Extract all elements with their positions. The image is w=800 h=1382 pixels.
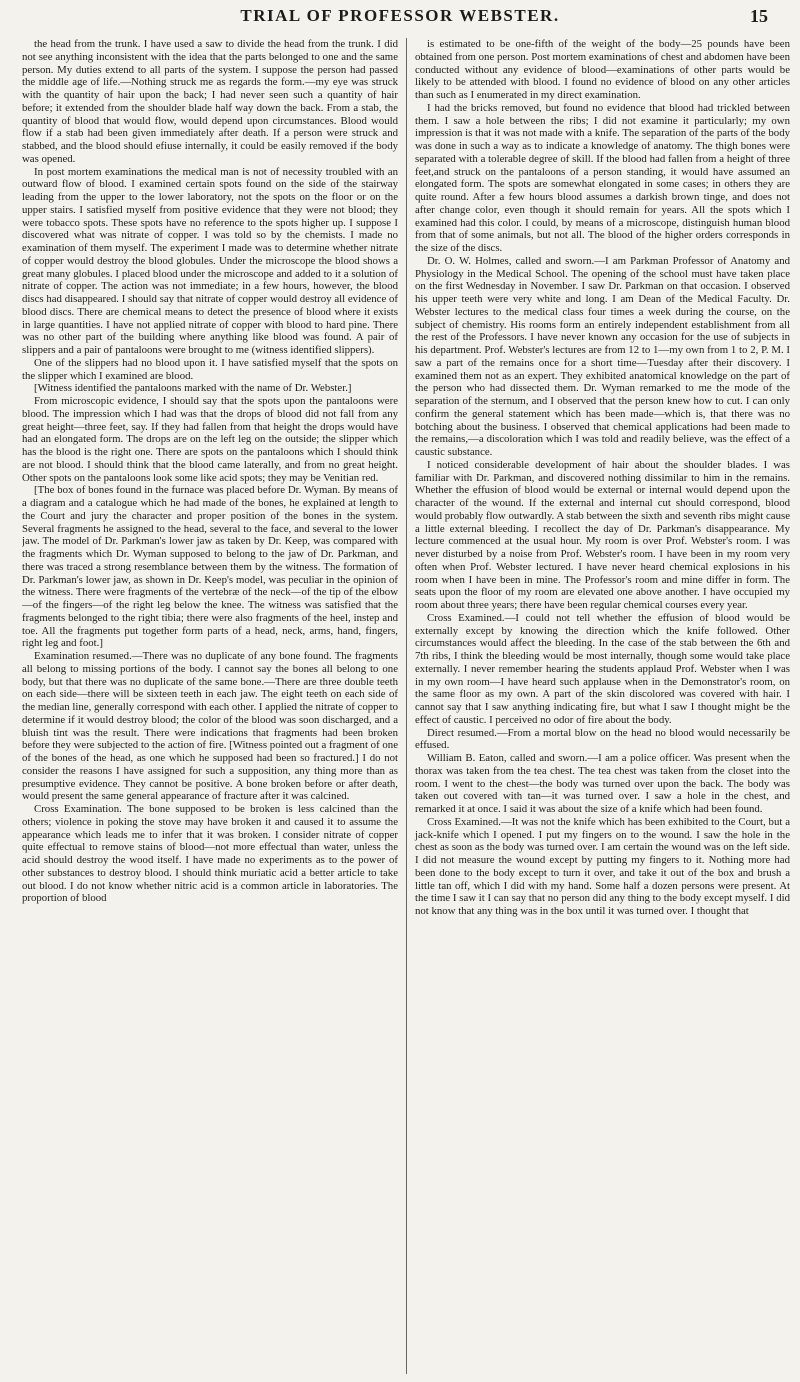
paragraph: Direct resumed.—From a mortal blow on the head no blood would necessarily be effused. (415, 726, 790, 752)
paragraph: From microscopic evidence, I should say that the spots upon the pantaloons were blood. The impression which I had was that the drops of blood did not fall from any great height—three feet, say. If they had fallen from that height the drops would have had an elongated form. The drops are on the left leg on the outside; the slipper which has the blood is the right one. There are spots on the pantaloons which I should think are not blood. I should think that the blood came laterally, and from no great height. Other spots on the pantaloons look some like acid spots; they may be Venitian red. (22, 395, 398, 484)
paragraph: In post mortem examinations the medical man is not of necessity troubled with an outward flow of blood. I examined certain spots found on the side of the stairway leading from the upper to the lower laboratory, not the spots on the floor or on the upper stairs. I satisfied myself from positive evidence that they were not blood; they were tobacco spots. These spots have no reference to the spots higher up. I suppose I discovered what was nitrate of copper. I was told so by the chemists. I made no examination of them myself. The experiment I made was to determine whether nitrate of copper would destroy the blood globules. Under the microscope the blood shows a great many globules. I placed blood under the microscope and added to it a solution of nitrate of copper. The action was not immediate; in a few hours, however, the blood discs had disappeared. I should say that nitrate of copper would destroy all evidence of blood discs. There are chemical means to detect the presence of blood where it exists in large quantities. I have not applied nitrate of copper with blood to hard pine. There was no other part of the building where anything like blood was found. A pair of slippers and a pair of pantaloons were brought to me (witness identified slippers). (22, 165, 398, 356)
paragraph: the head from the trunk. I have used a saw to divide the head from the trunk. I did not see anything inconsistent with the idea that the parts belonged to one and the same person. My duties extend to all parts of the system. I suppose the person had passed the middle age of life.—Nothing struck me as regards the form.—my eye was struck with the quantity of hair upon the back; I had never seen such a quantity of hair before; it extended from the shoulder blade half way down the back. From a stab, the quantity of blood that would flow, would depend upon circumstances. Blood would flow if a stab had been given immediately after death. If a person were struck and stabbed, and the blood should efiuse internally, it could be easily removed if the body was opened. (22, 38, 398, 165)
paragraph: [The box of bones found in the furnace was placed before Dr. Wyman. By means of a diagram and a catalogue which he had made of the bones, he explained at length to the Court and jury the character and proper position of the bones in the system. Several fragments he assigned to the head, several to the face, and several to the lower jaw. The model of Dr. Parkman's lower jaw as taken by Dr. Keep, was compared with the fragments which Dr. Wyman supposed to belong to the jaw of Dr. Parkman, and there was traced a strong resemblance between them by the witness. The formation of Dr. Parkman's lower jaw, as shown in Dr. Keep's model, was peculiar in the opinion of the witness. There were fragments of the vertebræ of the neck—of the tip of the elbow—of the fingers—of the right leg below the knee. The witness was satisfied that the fragments belonged to the right tibia; there were also fragments of the heel, instep and toe. All the fragments put together form parts of a head, neck, arms, hand, fingers, right leg and foot.] (22, 484, 398, 650)
paragraph: One of the slippers had no blood upon it. I have satisfied myself that the spots on the slipper which I examined are blood. (22, 356, 398, 382)
left-column (22, 38, 406, 1374)
paragraph: I noticed considerable development of hair about the shoulder blades. I was familiar with Dr. Parkman, and discovered nothing dissimilar to him in the remains. Whether the effusion of blood would be external or internal would depend upon the character of the wound. If the external and internal cut should correspond, blood would probably flow outwardly. A stab between the sixth and seventh ribs might cause a little external bleeding. I recollect the day of Dr. Parkman's disappearance. My lecture commenced at the usual hour. My room is over Prof. Webster's room. I was never disturbed by a noise from Prof. Webster's room. I have been in my room very often when Prof. Webster lectured. I have never heard chemical explosions in his room when I have been in mine. The Professor's room and mine differ in form. The seats upon the floor of my room are elevated one above another. I have occupied my room about three years; there have been regular chemical courses every year. (415, 458, 790, 611)
right-column (406, 38, 790, 1374)
paragraph: Cross Examined.—I could not tell whether the effusion of blood would be externally except by knowing the direction which the knife followed. Other circumstances would affect the bleeding. In the case of the stab between the 6th and 7th ribs, I think the bleeding would be most internally, though some would take place externally. I never remember hearing the students applaud Prof. Webster when I was in my own room—I have heard such applause when in the Demonstrator's room, on the same floor as my own. A part of the skin discolored was covered with hair. I cannot say that I saw anything indicating fire, but what I saw I thought might be the effect of caustic. I perceived no odor of fire about the body. (415, 611, 790, 726)
paragraph: William B. Eaton, called and sworn.—I am a police officer. Was present when the thorax was taken from the tea chest. The tea chest was taken from the closet into the room. I went to the chest—the body was turned over upon the back. The body was taken out covered with tan—it was turned over. I saw a hole in the chest, and remarked it at once. I said it was about the size of a knife which had been found. (415, 752, 790, 815)
paragraph: Cross Examined.—It was not the knife which has been exhibited to the Court, but a jack-knife which I opened. I put my fingers on to the wound. I saw the hole in the chest as soon as the body was turned over. I am certain the wound was on the left side. I did not measure the wound except by putting my fingers to it. Nothing more had been done to the body except to turn it over, and take it out of the box and brush a little tan off, which I did with my hand. Some half a dozen persons were present. At the time I saw it I can say that no person did any thing to the body except myself. I did not know that any thing was in the box until it was turned over. I thought that (415, 815, 790, 917)
page-header (0, 6, 800, 34)
text-columns (22, 38, 790, 1374)
paragraph: Examination resumed.—There was no duplicate of any bone found. The fragments all belong to missing portions of the body. I cannot say the bones all belong to one body, but that there was no duplicate of the same bone.—There are three double teeth on each side—there will be sixteen teeth in each jaw. The eight teeth on each side of the median line, generally correspond with each other. I applied the nitrate of copper to determine if it would destroy blood; the color of the blood was soon discharged, and a bluish tint was the result. There were indications that fragments had been broken before they were subjected to the action of fire. [Witness pointed out a fragment of one of the bones of the head, as one which he supposed had been so fractured.] I do not consider the reasons I have assigned for such a supposition, any thing more than as presumptive evidence. They cannot be positive. A bone broken before or after death, would present the same general appearance of fracture after it was calcined. (22, 650, 398, 803)
paragraph: is estimated to be one-fifth of the weight of the body—25 pounds have been obtained from one person. Post mortem examinations of chest and abdomen have been conducted without any evidence of blood—examinations of other parts would be likely to be attended with blood. I found no evidence of blood on any other articles than such as I enumerated in my direct examination. (415, 38, 790, 101)
paragraph: [Witness identified the pantaloons marked with the name of Dr. Webster.] (34, 382, 352, 395)
paragraph: I had the bricks removed, but found no evidence that blood had trickled between them. I saw a hole between the ribs; I did not examine it particularly; my own impression is that it was not made with a knife. The separation of the parts of the body was done in such a way as to indicate a knowledge of anatomy. The thigh bones were separated with a tolerable degree of skill. If the blood had fallen from a height of three feet,and struck on the pantaloons of a person standing, it would have assumed an elongated form. The spots are somewhat elongated in some cases; in others they are quite round. After a few hours blood assumes a darkish brown tinge, and does not after change color, even though it should remain for years. All the spots which I examined had this color. I could, by means of a microscope, distinguish human blood from that of some animals, but not all. The blood of the higher orders corresponds in the size of the discs. (415, 101, 790, 254)
running-title: TRIAL OF PROFESSOR WEBSTER. (240, 6, 560, 25)
paragraph: Dr. O. W. Holmes, called and sworn.—I am Parkman Professor of Anatomy and Physiology in the Medical School. The opening of the school must have taken place on the first Wednesday in November. I saw Dr. Parkman on that occasion. I observed his upper teeth were very white and long. I am Dean of the Medical Faculty. Dr. Webster lectures to the medical class four times a week during the course, on the subject of chemistry. His rooms form an entirely independent establishment from all the rest of the Professors. I have never known any occasion for the use of subjects in his department. Prof. Webster's lectures are from 12 to 1—my own from 1 to 2, P. M. I saw a part of the remains once for a short time—Tuesday after their discovery. I examined them not as an expert. They exhibited anatomical knowledge on the part of the person who had dissected them. Dr. Wyman remarked to me the mode of the separation of the sternum, and I observed that the person knew how to cut. I can only confirm the general statement which has been made—which is, that there was no botching about the business. I observed that chemical applications had been made to the remains,—a discoloration which I was told and readily believe, was the effect of a caustic substance. (415, 254, 790, 458)
page-number: 15 (750, 6, 768, 26)
paragraph: Cross Examination. The bone supposed to be broken is less calcined than the others; violence in poking the stove may have broken it and caused it to assume the appearance which leads me to infer that it was broken. I consider nitrate of copper quite effectual to remove stains of blood—not more effectual than water, unless the acid should destroy the wood itself. I have made no experiments as to the power of other substances to destroy blood. I should think muriatic acid a better article to take out blood. I do not know whether nitric acid is a common article in laboratories. The proportion of blood (22, 803, 398, 905)
